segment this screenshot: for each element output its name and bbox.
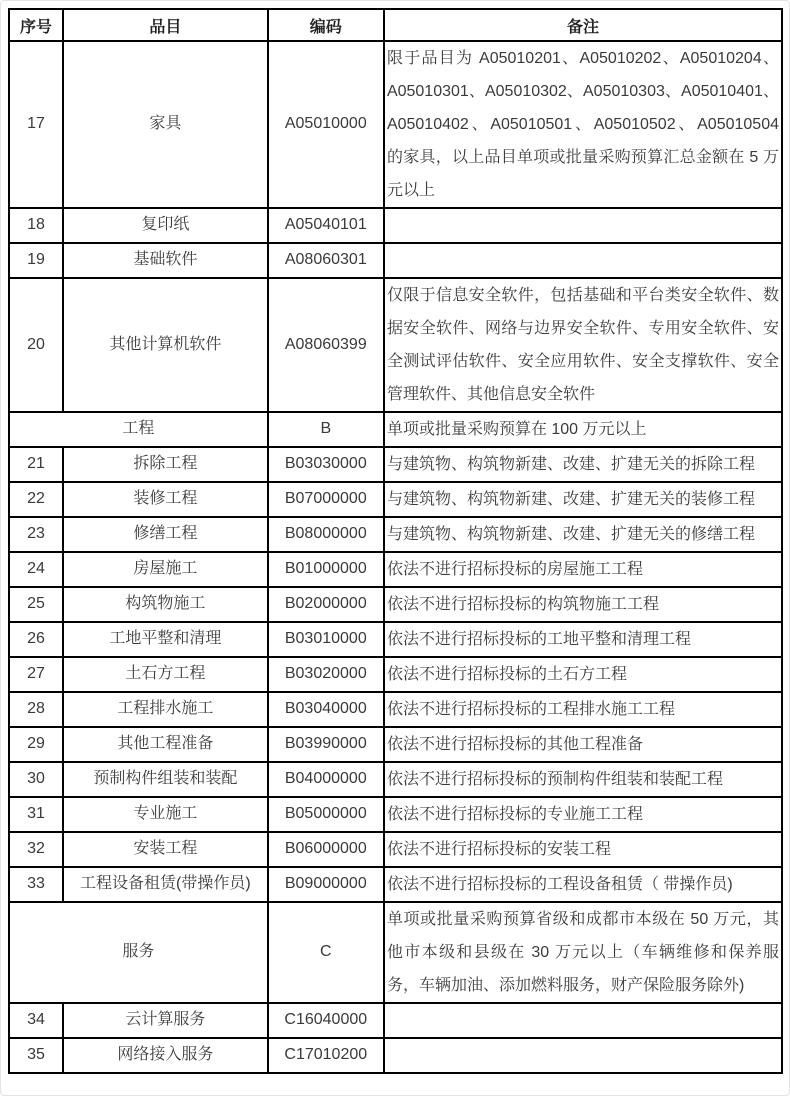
item-cell: 工程设备租赁(带操作员): [63, 867, 268, 902]
item-cell: 云计算服务: [63, 1003, 268, 1038]
table-row: [9, 587, 782, 622]
remark-cell: 依法不进行招标投标的其他工程准备: [384, 727, 782, 762]
index-cell: 33: [9, 867, 63, 902]
table-row: [9, 692, 782, 727]
index-cell: 35: [9, 1038, 63, 1073]
column-header-code: 编码: [268, 9, 384, 41]
remark-cell: 依法不进行招标投标的预制构件组装和装配工程: [384, 762, 782, 797]
item-cell: 基础软件: [63, 243, 268, 278]
index-cell: 22: [9, 482, 63, 517]
index-cell: 19: [9, 243, 63, 278]
section-title-cell: 服务: [9, 902, 268, 1003]
remark-cell: 与建筑物、构筑物新建、改建、扩建无关的拆除工程: [384, 447, 782, 482]
remark-cell: [384, 1003, 782, 1038]
index-cell: 32: [9, 832, 63, 867]
remark-cell: 限于品目为 A05010201、A05010202、A05010204、A05010301、A05010302、A05010303、A05010401、A05010402、A05010501、A05010502、A05010504 的家具，以上品目单项或批量采购预算汇总金额在 5 万元以上: [384, 41, 782, 208]
code-cell: B01000000: [268, 552, 384, 587]
column-header-index: 序号: [9, 9, 63, 41]
table-row: [9, 622, 782, 657]
remark-cell: 与建筑物、构筑物新建、改建、扩建无关的修缮工程: [384, 517, 782, 552]
item-cell: 工程排水施工: [63, 692, 268, 727]
code-cell: B07000000: [268, 482, 384, 517]
index-cell: 21: [9, 447, 63, 482]
index-cell: 30: [9, 762, 63, 797]
table-row: [9, 482, 782, 517]
index-cell: 23: [9, 517, 63, 552]
table-row: [9, 867, 782, 902]
code-cell: B03030000: [268, 447, 384, 482]
remark-cell: 依法不进行招标投标的工程设备租赁（ 带操作员): [384, 867, 782, 902]
index-cell: 18: [9, 208, 63, 243]
item-cell: 其他工程准备: [63, 727, 268, 762]
remark-cell: [384, 208, 782, 243]
section-row: [9, 412, 782, 447]
table-row: [9, 1038, 782, 1073]
remark-cell: 依法不进行招标投标的工程排水施工工程: [384, 692, 782, 727]
remark-cell: 依法不进行招标投标的土石方工程: [384, 657, 782, 692]
item-cell: 土石方工程: [63, 657, 268, 692]
index-cell: 31: [9, 797, 63, 832]
code-cell: B05000000: [268, 797, 384, 832]
table-body: [9, 41, 782, 1073]
code-cell: B: [268, 412, 384, 447]
remark-cell: 依法不进行招标投标的安装工程: [384, 832, 782, 867]
section-row: [9, 902, 782, 1003]
remark-cell: 依法不进行招标投标的工地平整和清理工程: [384, 622, 782, 657]
table-row: [9, 243, 782, 278]
table-row: [9, 552, 782, 587]
item-cell: 装修工程: [63, 482, 268, 517]
remark-cell: 依法不进行招标投标的房屋施工工程: [384, 552, 782, 587]
item-cell: 房屋施工: [63, 552, 268, 587]
remark-cell: [384, 1038, 782, 1073]
item-cell: 修缮工程: [63, 517, 268, 552]
code-cell: B02000000: [268, 587, 384, 622]
item-cell: 拆除工程: [63, 447, 268, 482]
remark-cell: 依法不进行招标投标的构筑物施工工程: [384, 587, 782, 622]
table-row: [9, 278, 782, 412]
code-cell: B04000000: [268, 762, 384, 797]
code-cell: A08060301: [268, 243, 384, 278]
code-cell: A05040101: [268, 208, 384, 243]
code-cell: C17010200: [268, 1038, 384, 1073]
remark-cell: 仅限于信息安全软件，包括基础和平台类安全软件、数据安全软件、网络与边界安全软件、专用安全软件、安全测试评估软件、安全应用软件、安全支撑软件、安全管理软件、其他信息安全软件: [384, 278, 782, 412]
item-cell: 网络接入服务: [63, 1038, 268, 1073]
procurement-catalog-table: [8, 8, 783, 1074]
column-header-remark: 备注: [384, 9, 782, 41]
table-row: [9, 797, 782, 832]
section-title-cell: 工程: [9, 412, 268, 447]
index-cell: 25: [9, 587, 63, 622]
code-cell: A08060399: [268, 278, 384, 412]
item-cell: 安装工程: [63, 832, 268, 867]
code-cell: B03990000: [268, 727, 384, 762]
remark-cell: 单项或批量采购预算省级和成都市本级在 50 万元，其他市本级和县级在 30 万元以上（车辆维修和保养服务，车辆加油、添加燃料服务，财产保险服务除外): [384, 902, 782, 1003]
code-cell: B09000000: [268, 867, 384, 902]
item-cell: 其他计算机软件: [63, 278, 268, 412]
code-cell: B08000000: [268, 517, 384, 552]
header-row: [9, 9, 782, 41]
code-cell: B03010000: [268, 622, 384, 657]
document-page: [1, 1, 789, 1081]
index-cell: 28: [9, 692, 63, 727]
index-cell: 34: [9, 1003, 63, 1038]
column-header-item: 品目: [63, 9, 268, 41]
table-row: [9, 832, 782, 867]
code-cell: C16040000: [268, 1003, 384, 1038]
item-cell: 工地平整和清理: [63, 622, 268, 657]
index-cell: 26: [9, 622, 63, 657]
item-cell: 预制构件组装和装配: [63, 762, 268, 797]
code-cell: B03020000: [268, 657, 384, 692]
item-cell: 构筑物施工: [63, 587, 268, 622]
code-cell: C: [268, 902, 384, 1003]
index-cell: 29: [9, 727, 63, 762]
item-cell: 家具: [63, 41, 268, 208]
index-cell: 20: [9, 278, 63, 412]
code-cell: B06000000: [268, 832, 384, 867]
table-row: [9, 208, 782, 243]
item-cell: 专业施工: [63, 797, 268, 832]
table-row: [9, 762, 782, 797]
remark-cell: 单项或批量采购预算在 100 万元以上: [384, 412, 782, 447]
table-row: [9, 1003, 782, 1038]
table-row: [9, 517, 782, 552]
index-cell: 27: [9, 657, 63, 692]
code-cell: B03040000: [268, 692, 384, 727]
table-row: [9, 727, 782, 762]
index-cell: 24: [9, 552, 63, 587]
remark-cell: 依法不进行招标投标的专业施工工程: [384, 797, 782, 832]
code-cell: A05010000: [268, 41, 384, 208]
table-row: [9, 657, 782, 692]
remark-cell: [384, 243, 782, 278]
remark-cell: 与建筑物、构筑物新建、改建、扩建无关的装修工程: [384, 482, 782, 517]
table-row: [9, 41, 782, 208]
table-row: [9, 447, 782, 482]
index-cell: 17: [9, 41, 63, 208]
item-cell: 复印纸: [63, 208, 268, 243]
